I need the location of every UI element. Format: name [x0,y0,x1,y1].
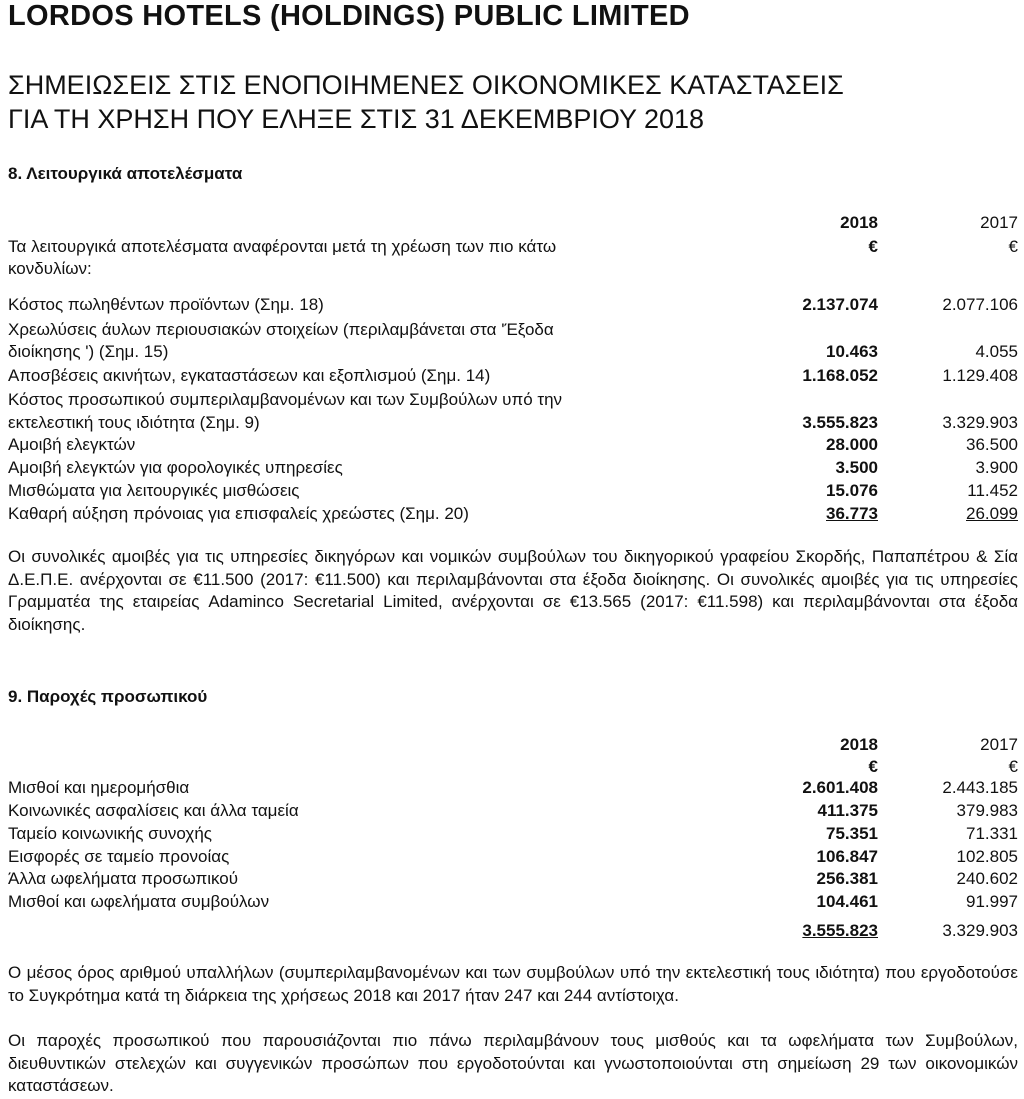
company-name: LORDOS HOTELS (HOLDINGS) PUBLIC LIMITED [8,0,690,32]
value-2018: 2.137.074 [802,295,878,314]
table-row [8,458,1020,478]
row-label: Αμοιβή ελεγκτών [8,435,136,454]
value-2018: 10.463 [826,342,878,361]
section8-intro-line2 [8,259,1020,279]
value-2017: 240.602 [956,869,1018,888]
total-2018: 3.555.823 [802,921,878,940]
table-row [8,504,1020,524]
employees-paragraph: Ο μέσος όρος αριθμού υπαλλήλων (συμπεριλαμβανομένων και των συμβούλων υπό την εκτελεστική τους ιδιότητα) που εργοδοτούσε το Συγκρότημα κατά τη διάρκεια της χρήσεως 2018 και 2017 ήταν 247 και 244 αντίστοιχα. [8,963,1018,1005]
table-row [8,366,1020,386]
currency-2017: € [1008,757,1018,776]
section9-year-header [8,735,1020,755]
row-label: Ταμείο κοινωνικής συνοχής [8,824,212,843]
value-2017: 2.077.106 [942,295,1018,314]
table-row-label-line [8,390,1020,410]
value-2017: 26.099 [966,504,1018,523]
value-2018: 3.500 [835,458,878,477]
value-2018: 256.381 [816,869,878,888]
total-row [8,921,1020,941]
row-label: διοίκησης ') (Σημ. 15) [8,342,169,361]
value-2018: 104.461 [816,892,878,911]
table-row [8,778,1020,798]
row-label: Μισθοί και ημερομήσθια [8,778,190,797]
table-row [8,481,1020,501]
value-2017: 1.129.408 [942,366,1018,385]
row-label: Εισφορές σε ταμείο προνοίας [8,847,230,866]
table-row-label-line [8,320,1020,340]
document-title-line2: ΓΙΑ ΤΗ ΧΡΗΣΗ ΠΟΥ ΕΛΗΞΕ ΣΤΙΣ 31 ΔΕΚΕΜΒΡΙΟΥ 2018 [8,104,705,134]
value-2018: 1.168.052 [802,366,878,385]
value-2017: 3.900 [975,458,1018,477]
row-label: Μισθοί και ωφελήματα συμβούλων [8,892,270,911]
value-2017: 2.443.185 [942,778,1018,797]
row-label: Μισθώματα για λειτουργικές μισθώσεις [8,481,300,500]
value-2018: 3.555.823 [802,413,878,432]
value-2018: 28.000 [826,435,878,454]
value-2017: 91.997 [966,892,1018,911]
value-2018: 15.076 [826,481,878,500]
row-label-pre: Χρεωλύσεις άυλων περιουσιακών στοιχείων (περιλαμβάνεται στα 'Έξοδα [8,320,554,339]
col-2018-header: 2018 [840,735,878,754]
value-2017: 71.331 [966,824,1018,843]
intro-text: Τα λειτουργικά αποτελέσματα αναφέρονται μετά τη χρέωση των πιο κάτω [8,237,557,256]
table-row [8,847,1020,867]
col-2018-header: 2018 [840,213,878,232]
section8-currency-intro [8,237,1020,257]
value-2017: 11.452 [967,481,1018,500]
currency-2017: € [1008,237,1018,256]
value-2018: 75.351 [826,824,878,843]
section8-year-header [8,213,1020,233]
table-row [8,435,1020,455]
row-label: Κόστος πωληθέντων προϊόντων (Σημ. 18) [8,295,324,314]
section9-currency-header [8,757,1020,777]
value-2017: 379.983 [956,801,1018,820]
row-label: Αμοιβή ελεγκτών για φορολογικές υπηρεσίες [8,458,343,477]
value-2017: 36.500 [966,435,1018,454]
table-row [8,824,1020,844]
row-label: Κοινωνικές ασφαλίσεις και άλλα ταμεία [8,801,299,820]
intro-text-2: κονδυλίων: [8,259,92,278]
table-row [8,413,1020,433]
benefits-paragraph: Οι παροχές προσωπικού που παρουσιάζονται πιο πάνω περιλαμβάνουν τους μισθούς και τα ωφελήματα των Συμβούλων, διευθυντικών στελεχών και συγγενικών προσώπων που εργοδοτούνται και γνωστοποιούνται στη σημείωση 29 των οικονομικών καταστάσεων. [8,1031,1018,1095]
value-2018: 411.375 [817,801,878,820]
section8-title: 8. Λειτουργικά αποτελέσματα [8,164,243,183]
value-2017: 102.805 [956,847,1018,866]
col-2017-header: 2017 [980,735,1018,754]
value-2018: 2.601.408 [802,778,878,797]
row-label: Άλλα ωφελήματα προσωπικού [8,869,239,888]
row-label-pre: Κόστος προσωπικού συμπεριλαμβανομένων και των Συμβούλων υπό την [8,390,563,409]
section9-title: 9. Παροχές προσωπικού [8,687,208,706]
currency-2018: € [868,757,878,776]
currency-2018: € [868,237,878,256]
table-row [8,869,1020,889]
row-label: εκτελεστική τους ιδιότητα (Σημ. 9) [8,413,260,432]
value-2018: 106.847 [816,847,878,866]
document-title-line1: ΣΗΜΕΙΩΣΕΙΣ ΣΤΙΣ ΕΝΟΠΟΙΗΜΕΝΕΣ ΟΙΚΟΝΟΜΙΚΕΣ ΚΑΤΑΣΤΑΣΕΙΣ [8,70,844,100]
section8-note: Οι συνολικές αμοιβές για τις υπηρεσίες δικηγόρων και νομικών συμβούλων του δικηγορικού γραφείου Σκορδής, Παπαπέτρου & Σία Δ.Ε.Π.Ε. ανέρχονται σε €11.500 (2017: €11.500) και περιλαμβάνονται στα έξοδα διοίκησης. Οι συνολικές αμοιβές για τις υπηρεσίες Γραμματέα της εταιρείας Adaminco Secretarial Limited, ανέρχονται σε €13.565 (2017: €11.598) και περιλαμβάνονται στα έξοδα διοίκησης. [8,547,1018,634]
value-2017: 4.055 [975,342,1018,361]
table-row [8,342,1020,362]
table-row [8,801,1020,821]
value-2017: 3.329.903 [942,413,1018,432]
table-row [8,892,1020,912]
col-2017-header: 2017 [980,213,1018,232]
value-2018: 36.773 [826,504,878,523]
total-2017: 3.329.903 [942,921,1018,940]
row-label: Αποσβέσεις ακινήτων, εγκαταστάσεων και εξοπλισμού (Σημ. 14) [8,366,491,385]
row-label: Καθαρή αύξηση πρόνοιας για επισφαλείς χρεώστες (Σημ. 20) [8,504,469,523]
table-row [8,295,1020,315]
